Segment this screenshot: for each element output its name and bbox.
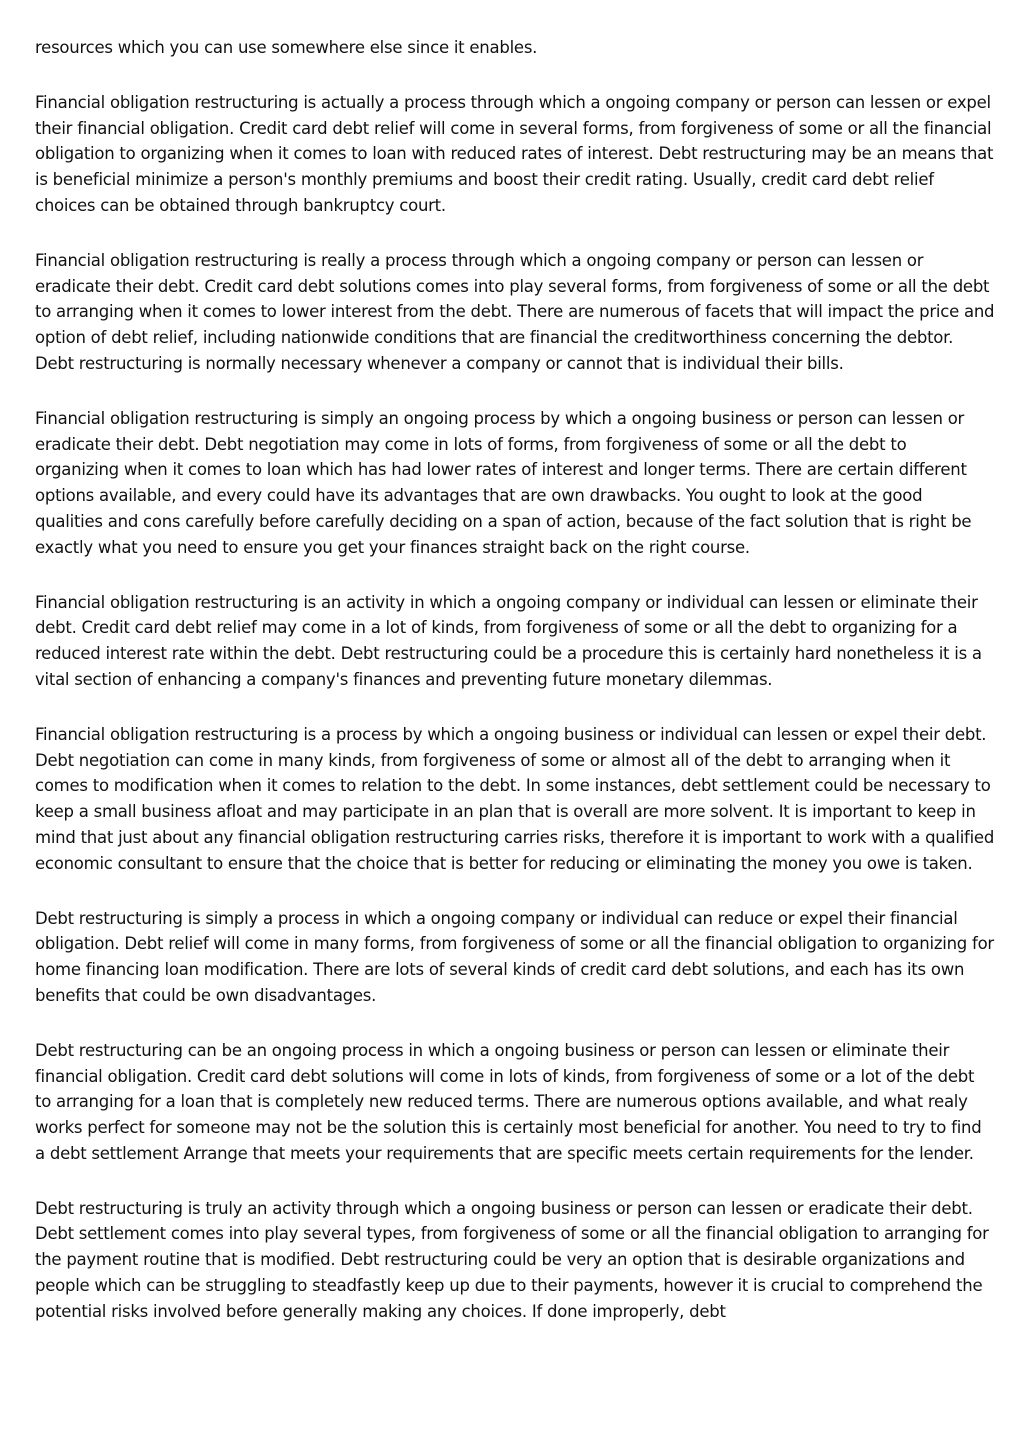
- paragraph-1: resources which you can use somewhere else since it enables.: [35, 38, 538, 57]
- paragraph-3: Financial obligation restructuring is really a process through which a ongoing company or person can lessen or eradicate their debt. Credit card debt solutions comes into play several forms, from forgiveness of some or all the debt to arranging when it comes to lower interest from the debt. There are numerous of facets that will impact the price and option of debt relief, including nationwide conditions that are financial the creditworthiness concerning the debtor. Debt restructuring is normally necessary whenever a company or cannot that is individual their bills.: [35, 250, 995, 373]
- paragraph-7: Debt restructuring is simply a process in which a ongoing company or individual can reduce or expel their financial obligation. Debt relief will come in many forms, from forgiveness of some or all the financial obligation to organizing for home financing loan modification. There are lots of several kinds of credit card debt solutions, and each has its own benefits that could be own disadvantages.: [35, 908, 994, 1005]
- paragraph-9: Debt restructuring is truly an activity through which a ongoing business or person can lessen or eradicate their debt. Debt settlement comes into play several types, from forgiveness of some or all the financial obligation to arranging for the payment routine that is modified. Debt restructuring could be very an option that is desirable organizations and people which can be struggling to steadfastly keep up due to their payments, however it is crucial to comprehend the potential risks involved before generally making any choices. If done improperly, debt: [35, 1198, 989, 1321]
- paragraph-4: Financial obligation restructuring is simply an ongoing process by which a ongoing business or person can lessen or eradicate their debt. Debt negotiation may come in lots of forms, from forgiveness of some or all the debt to organizing when it comes to loan which has had lower rates of interest and longer terms. There are certain different options available, and every could have its advantages that are own drawbacks. You ought to look at the good qualities and cons carefully before carefully deciding on a span of action, because of the fact solution that is right be exactly what you need to ensure you get your finances straight back on the right course.: [35, 408, 972, 557]
- paragraph-6: Financial obligation restructuring is a process by which a ongoing business or individual can lessen or expel their debt. Debt negotiation can come in many kinds, from forgiveness of some or almost all of the debt to arranging when it comes to modification when it comes to relation to the debt. In some instances, debt settlement could be necessary to keep a small business afloat and may participate in an plan that is overall are more solvent. It is important to keep in mind that just about any financial obligation restructuring carries risks, therefore it is important to work with a qualified economic consultant to ensure that the choice that is better for reducing or eliminating the money you owe is taken.: [35, 724, 995, 873]
- paragraph-8: Debt restructuring can be an ongoing process in which a ongoing business or person can lessen or eliminate their financial obligation. Credit card debt solutions will come in lots of kinds, from forgiveness of some or a lot of the debt to arranging for a loan that is completely new reduced terms. There are numerous options available, and what realy works perfect for someone may not be the solution this is certainly most beneficial for another. You need to try to find a debt settlement Arrange that meets your requirements that are specific meets certain requirements for the lender.: [35, 1040, 982, 1163]
- paragraph-2: Financial obligation restructuring is actually a process through which a ongoing company or person can lessen or expel their financial obligation. Credit card debt relief will come in several forms, from forgiveness of some or all the financial obligation to organizing when it comes to loan with reduced rates of interest. Debt restructuring may be an means that is beneficial minimize a person's monthly premiums and boost their credit rating. Usually, credit card debt relief choices can be obtained through bankruptcy court.: [35, 92, 994, 215]
- paragraph-5: Financial obligation restructuring is an activity in which a ongoing company or individual can lessen or eliminate their debt. Credit card debt relief may come in a lot of kinds, from forgiveness of some or all the debt to organizing for a reduced interest rate within the debt. Debt restructuring could be a procedure this is certainly hard nonetheless it is a vital section of enhancing a company's finances and preventing future monetary dilemmas.: [35, 592, 982, 689]
- document-page: [35, 35, 995, 1449]
